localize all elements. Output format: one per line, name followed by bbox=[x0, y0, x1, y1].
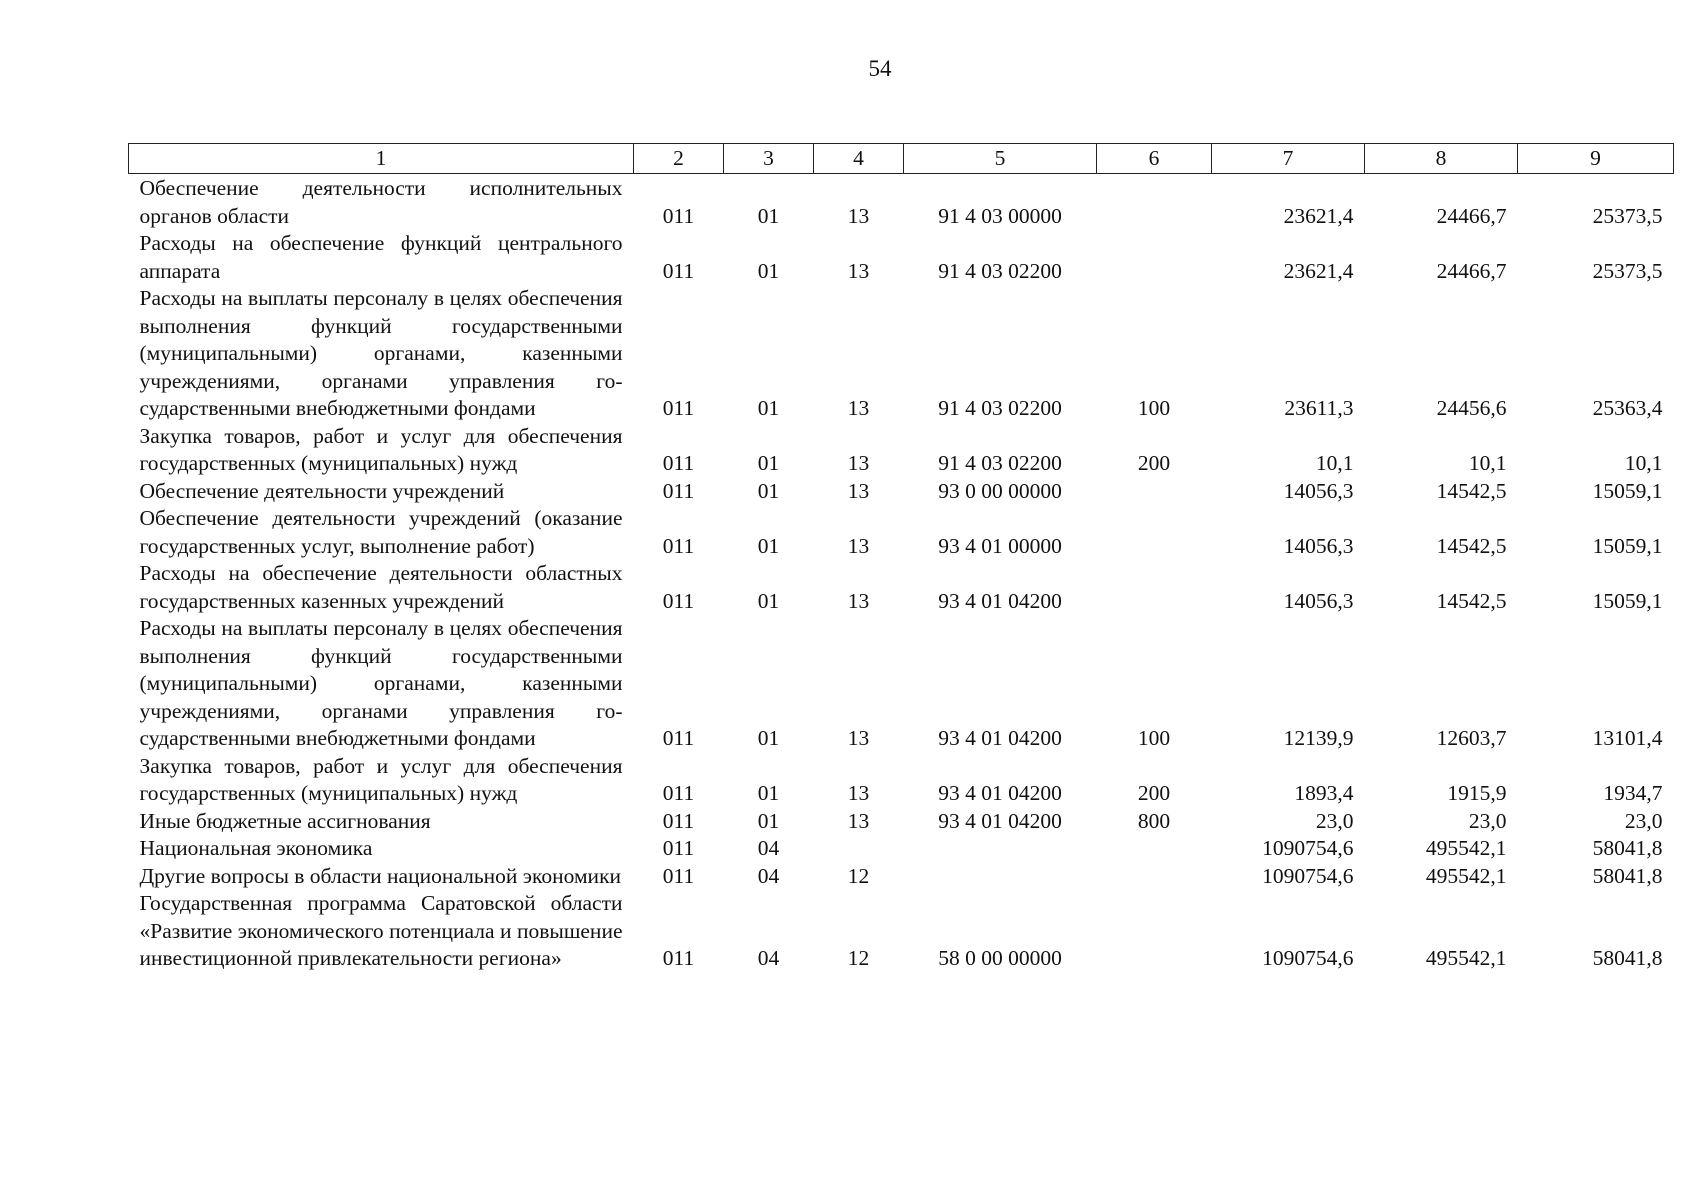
row-subsection: 13 bbox=[847, 258, 870, 283]
table-row bbox=[129, 890, 1674, 973]
header-cell-1: 1 bbox=[129, 144, 634, 174]
row-amount-col7: 14056,3 bbox=[1283, 588, 1354, 613]
row-target-article: 91 4 03 00000 bbox=[938, 203, 1062, 228]
table-row bbox=[129, 285, 1674, 423]
row-expense-type: 800 bbox=[1137, 808, 1171, 833]
row-name: Иные бюджетные ассигнования bbox=[139, 808, 431, 833]
row-name: Обеспечение деятельности исполнительных органов области bbox=[139, 176, 623, 228]
row-section: 01 bbox=[757, 808, 780, 833]
row-amount-col7: 14056,3 bbox=[1283, 478, 1354, 503]
row-target-article: 91 4 03 02200 bbox=[938, 258, 1062, 283]
table-row bbox=[129, 808, 1674, 836]
row-target-article: 93 4 01 04200 bbox=[938, 781, 1062, 805]
row-amount-col9: 1934,7 bbox=[1603, 781, 1663, 805]
row-section: 01 bbox=[757, 588, 780, 613]
row-amount-col8: 24466,7 bbox=[1436, 258, 1507, 283]
header-cell-9: 9 bbox=[1518, 144, 1674, 174]
row-expense-type bbox=[1097, 230, 1212, 285]
row-amount-col9: 10,1 bbox=[1624, 451, 1663, 475]
row-section: 01 bbox=[757, 478, 780, 503]
table-row bbox=[129, 753, 1674, 808]
row-code-ministry: 011 bbox=[662, 451, 695, 475]
table-row bbox=[129, 505, 1674, 560]
row-name: Расходы на выплаты персоналу в целях обеспечения выполнения функций государственными (муниципальными) органами, казенными учреждениями, органами управления государственными внебюджетными фондами bbox=[139, 286, 623, 420]
row-code-ministry: 011 bbox=[662, 588, 695, 613]
row-amount-col9: 15059,1 bbox=[1592, 588, 1663, 613]
row-subsection: 13 bbox=[847, 203, 870, 228]
header-cell-6: 6 bbox=[1097, 144, 1212, 174]
row-target-article bbox=[904, 863, 1097, 891]
row-amount-col7: 23611,3 bbox=[1284, 396, 1354, 420]
row-name: Национальная экономика bbox=[139, 836, 373, 860]
row-amount-col7: 12139,9 bbox=[1283, 726, 1354, 750]
row-amount-col9: 25363,4 bbox=[1592, 396, 1663, 420]
row-amount-col8: 10,1 bbox=[1468, 451, 1507, 475]
header-row bbox=[129, 144, 1674, 174]
row-target-article: 91 4 03 02200 bbox=[938, 451, 1062, 475]
row-amount-col9: 25373,5 bbox=[1592, 258, 1663, 283]
row-name: Расходы на обеспечение функций центрального аппарата bbox=[139, 231, 623, 283]
row-amount-col7: 1090754,6 bbox=[1262, 863, 1354, 888]
row-amount-col9: 23,0 bbox=[1624, 808, 1663, 833]
row-section: 01 bbox=[757, 258, 780, 283]
table-row bbox=[129, 835, 1674, 863]
row-code-ministry: 011 bbox=[662, 946, 695, 970]
table-row bbox=[129, 174, 1674, 231]
row-amount-col8: 23,0 bbox=[1468, 808, 1507, 833]
row-name: Расходы на выплаты персоналу в целях обеспечения выполнения функций государственными (муниципальными) органами, казенными учреждениями, органами управления государственными внебюджетными фондами bbox=[139, 616, 623, 750]
row-amount-col7: 1893,4 bbox=[1294, 781, 1354, 805]
row-amount-col9: 58041,8 bbox=[1592, 946, 1663, 970]
row-expense-type bbox=[1097, 478, 1212, 506]
row-amount-col8: 14542,5 bbox=[1436, 478, 1507, 503]
row-subsection: 13 bbox=[847, 396, 870, 420]
row-code-ministry: 011 bbox=[662, 258, 695, 283]
row-code-ministry: 011 bbox=[662, 533, 695, 558]
row-target-article bbox=[904, 835, 1097, 863]
row-expense-type bbox=[1097, 863, 1212, 891]
row-amount-col8: 495542,1 bbox=[1425, 863, 1507, 888]
row-amount-col8: 24466,7 bbox=[1436, 203, 1507, 228]
row-target-article: 93 0 00 00000 bbox=[938, 478, 1062, 503]
row-amount-col9: 15059,1 bbox=[1592, 533, 1663, 558]
row-amount-col8: 495542,1 bbox=[1425, 836, 1507, 860]
row-section: 01 bbox=[757, 781, 780, 805]
table-body bbox=[129, 174, 1674, 973]
budget-table bbox=[128, 143, 1674, 973]
row-target-article: 93 4 01 04200 bbox=[938, 588, 1062, 613]
row-amount-col7: 1090754,6 bbox=[1262, 836, 1354, 860]
row-target-article: 93 4 01 04200 bbox=[938, 726, 1062, 750]
row-section: 01 bbox=[757, 726, 780, 750]
row-amount-col7: 10,1 bbox=[1315, 451, 1354, 475]
row-name: Обеспечение деятельности учреждений bbox=[139, 478, 505, 503]
row-code-ministry: 011 bbox=[662, 808, 695, 833]
row-section: 01 bbox=[757, 451, 780, 475]
row-amount-col7: 14056,3 bbox=[1283, 533, 1354, 558]
row-target-article: 91 4 03 02200 bbox=[938, 396, 1062, 420]
header-cell-8: 8 bbox=[1365, 144, 1518, 174]
row-amount-col7: 1090754,6 bbox=[1262, 946, 1354, 970]
row-amount-col8: 495542,1 bbox=[1425, 946, 1507, 970]
row-amount-col8: 14542,5 bbox=[1436, 588, 1507, 613]
row-target-article: 93 4 01 00000 bbox=[938, 533, 1062, 558]
row-code-ministry: 011 bbox=[662, 836, 695, 860]
table-row bbox=[129, 478, 1674, 506]
row-amount-col7: 23621,4 bbox=[1283, 258, 1354, 283]
row-amount-col8: 24456,6 bbox=[1436, 396, 1507, 420]
row-subsection: 13 bbox=[847, 451, 870, 475]
row-section: 01 bbox=[757, 396, 780, 420]
row-target-article: 93 4 01 04200 bbox=[938, 808, 1062, 833]
table-row bbox=[129, 423, 1674, 478]
row-code-ministry: 011 bbox=[662, 863, 695, 888]
row-subsection: 13 bbox=[847, 781, 870, 805]
row-name: Закупка товаров, работ и услуг для обеспечения государственных (муниципальных) нужд bbox=[139, 423, 623, 475]
header-cell-2: 2 bbox=[634, 144, 724, 174]
row-amount-col7: 23,0 bbox=[1315, 808, 1354, 833]
row-section: 04 bbox=[757, 946, 780, 970]
row-subsection: 13 bbox=[847, 588, 870, 613]
row-subsection: 13 bbox=[847, 533, 870, 558]
row-code-ministry: 011 bbox=[662, 478, 695, 503]
row-expense-type bbox=[1097, 505, 1212, 560]
row-name: Расходы на обеспечение деятельности областных государственных казенных учреждений bbox=[139, 561, 623, 613]
row-code-ministry: 011 bbox=[662, 726, 695, 750]
row-amount-col8: 12603,7 bbox=[1436, 726, 1507, 750]
row-expense-type: 200 bbox=[1137, 451, 1171, 475]
row-amount-col9: 58041,8 bbox=[1592, 863, 1663, 888]
row-name: Другие вопросы в области национальной экономики bbox=[139, 863, 622, 888]
row-amount-col9: 13101,4 bbox=[1592, 726, 1663, 750]
table-row bbox=[129, 615, 1674, 753]
row-amount-col7: 23621,4 bbox=[1283, 203, 1354, 228]
row-expense-type bbox=[1097, 890, 1212, 973]
row-section: 04 bbox=[757, 863, 780, 888]
row-section: 04 bbox=[757, 836, 780, 860]
row-target-article: 58 0 00 00000 bbox=[938, 946, 1062, 970]
row-section: 01 bbox=[757, 533, 780, 558]
row-expense-type: 100 bbox=[1137, 726, 1171, 750]
row-code-ministry: 011 bbox=[662, 396, 695, 420]
header-cell-5: 5 bbox=[904, 144, 1097, 174]
row-expense-type bbox=[1097, 835, 1212, 863]
header-cell-4: 4 bbox=[814, 144, 904, 174]
header-cell-7: 7 bbox=[1212, 144, 1365, 174]
row-subsection: 13 bbox=[847, 726, 870, 750]
row-expense-type: 100 bbox=[1137, 396, 1171, 420]
table-row bbox=[129, 863, 1674, 891]
row-amount-col8: 1915,9 bbox=[1447, 781, 1507, 805]
row-code-ministry: 011 bbox=[662, 781, 695, 805]
row-amount-col9: 25373,5 bbox=[1592, 203, 1663, 228]
table-row bbox=[129, 560, 1674, 615]
row-amount-col8: 14542,5 bbox=[1436, 533, 1507, 558]
row-section: 01 bbox=[757, 203, 780, 228]
page-number: 54 bbox=[868, 56, 892, 81]
row-expense-type bbox=[1097, 174, 1212, 231]
row-name: Обеспечение деятельности учреждений (оказание государственных услуг, выполнение работ) bbox=[139, 506, 623, 558]
row-expense-type bbox=[1097, 560, 1212, 615]
row-amount-col9: 58041,8 bbox=[1592, 836, 1663, 860]
row-expense-type: 200 bbox=[1137, 781, 1171, 805]
row-subsection: 13 bbox=[847, 478, 870, 503]
row-amount-col9: 15059,1 bbox=[1592, 478, 1663, 503]
table-row bbox=[129, 230, 1674, 285]
row-code-ministry: 011 bbox=[662, 203, 695, 228]
header-cell-3: 3 bbox=[724, 144, 814, 174]
table-header bbox=[129, 144, 1674, 174]
row-name: Закупка товаров, работ и услуг для обеспечения государственных (муниципальных) нужд bbox=[139, 753, 623, 805]
row-subsection: 12 bbox=[847, 863, 870, 888]
row-subsection: 12 bbox=[847, 946, 870, 970]
row-name: Государственная программа Саратовской области «Развитие экономического потенциала и повышение инвестиционной привлекательности региона» bbox=[139, 891, 623, 970]
row-subsection: 13 bbox=[847, 808, 870, 833]
row-subsection bbox=[814, 835, 904, 863]
